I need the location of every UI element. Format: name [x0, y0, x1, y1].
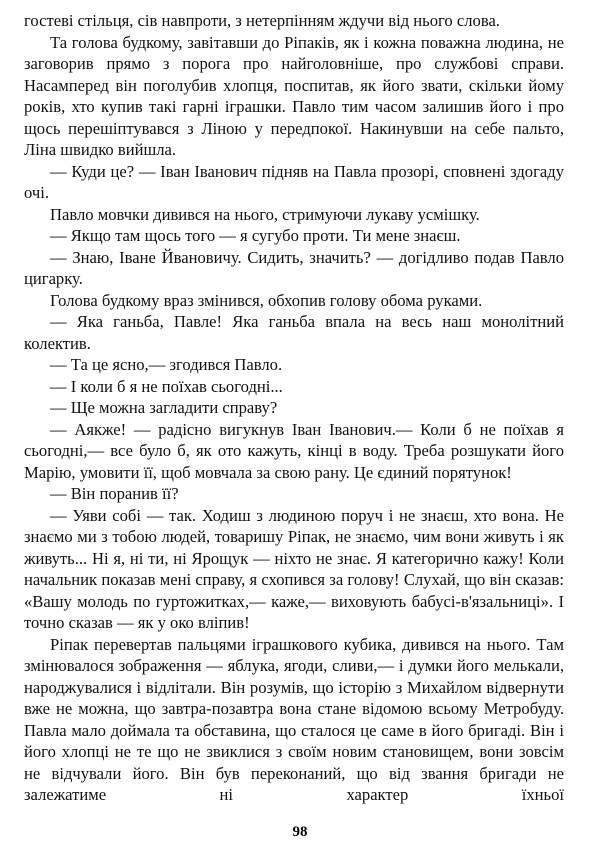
paragraph: Та голова будкому, завітавши до Ріпаків, як і кожна поважна людина, не заговорив прямо з порога про найголовніше, про службові справи. Насамперед він поголубив хлопця, поспитав, як його звати, скільки йому років, хто купив такі гарні іграшки. Павло тим часом залишив його і про щось перешіптувався з Ліною у передпокої. Накинувши на себе пальто, Ліна швидко вийшла. — [24, 32, 564, 159]
paragraph: — Він поранив її? — [50, 484, 179, 503]
paragraph: гостеві стільця, сів навпроти, з нетерпінням ждучи від нього слова. — [24, 11, 500, 30]
book-page — [24, 10, 564, 858]
paragraph: Павло мовчки дивився на нього, стримуючи лукаву усмішку. — [50, 204, 480, 224]
paragraph: — Якщо там щось того — я сугубо проти. Ти мене знаєш. — [50, 226, 461, 245]
paragraph: — І коли б я не поїхав сьогодні... — [50, 376, 283, 396]
paragraph: — Куди це? — Іван Іванович підняв на Павла прозорі, сповнені здогаду очі. — [24, 161, 564, 202]
paragraph: — Уяви собі — так. Ходиш з людиною поруч і не знаєш, хто вона. Не знаємо ми з тобою людей, товаришу Ріпак, не знаємо, чим вони живуть і як живуть... Ні я, ні ти, ні Ярощук — ніхто не знає. Я категорично кажу! Коли начальник показав мені справу, я схопився за голову! Слухай, що він сказав: «Вашу молодь по гуртожитках,— каже,— виховують бабусі-в'язальниці». І точно сказав — як у око вліпив! — [24, 505, 564, 632]
paragraph: Голова будкому враз змінився, обхопив голову обома руками. — [50, 290, 483, 310]
paragraph: — Та це ясно,— згодився Павло. — [50, 355, 283, 374]
paragraph: — Яка ганьба, Павле! Яка ганьба впала на весь наш монолітний колектив. — [24, 312, 564, 353]
paragraph: Ріпак перевертав пальцями іграшкового кубика, дивився на нього. Там змінювалося зображення — яблука, ягоди, сливи,— і думки його мелькали, народжувалися і відлітали. Він розумів, що історію з Михайлом відвернути вже не можна, що завтра-позавтра вона стане відомою всьому Метробуду. Павла мало доймала та обставина, що сталося це саме в його бригаді. Він і його хлопці не те що не звиклися з своїм новим становищем, вони зовсім не відчували його. Він був переконаний, що від звання бригади не залежатиме ні характер їхньої — [24, 634, 564, 804]
paragraph: — Знаю, Іване Йвановичу. Сидить, значить? — догідливо подав Павло цигарку. — [24, 247, 564, 288]
paragraph: — Аякже! — радісно вигукнув Іван Іванович.— Коли б не поїхав я сьогодні,— все було б, як ото кажуть, кінці в воду. Треба розшукати його Марію, умовити її, щоб мовчала за свою рану. Це єдиний порятунок! — [24, 419, 564, 482]
paragraph: — Ще можна загладити справу? — [50, 398, 278, 417]
page-number: 98 — [292, 824, 308, 840]
